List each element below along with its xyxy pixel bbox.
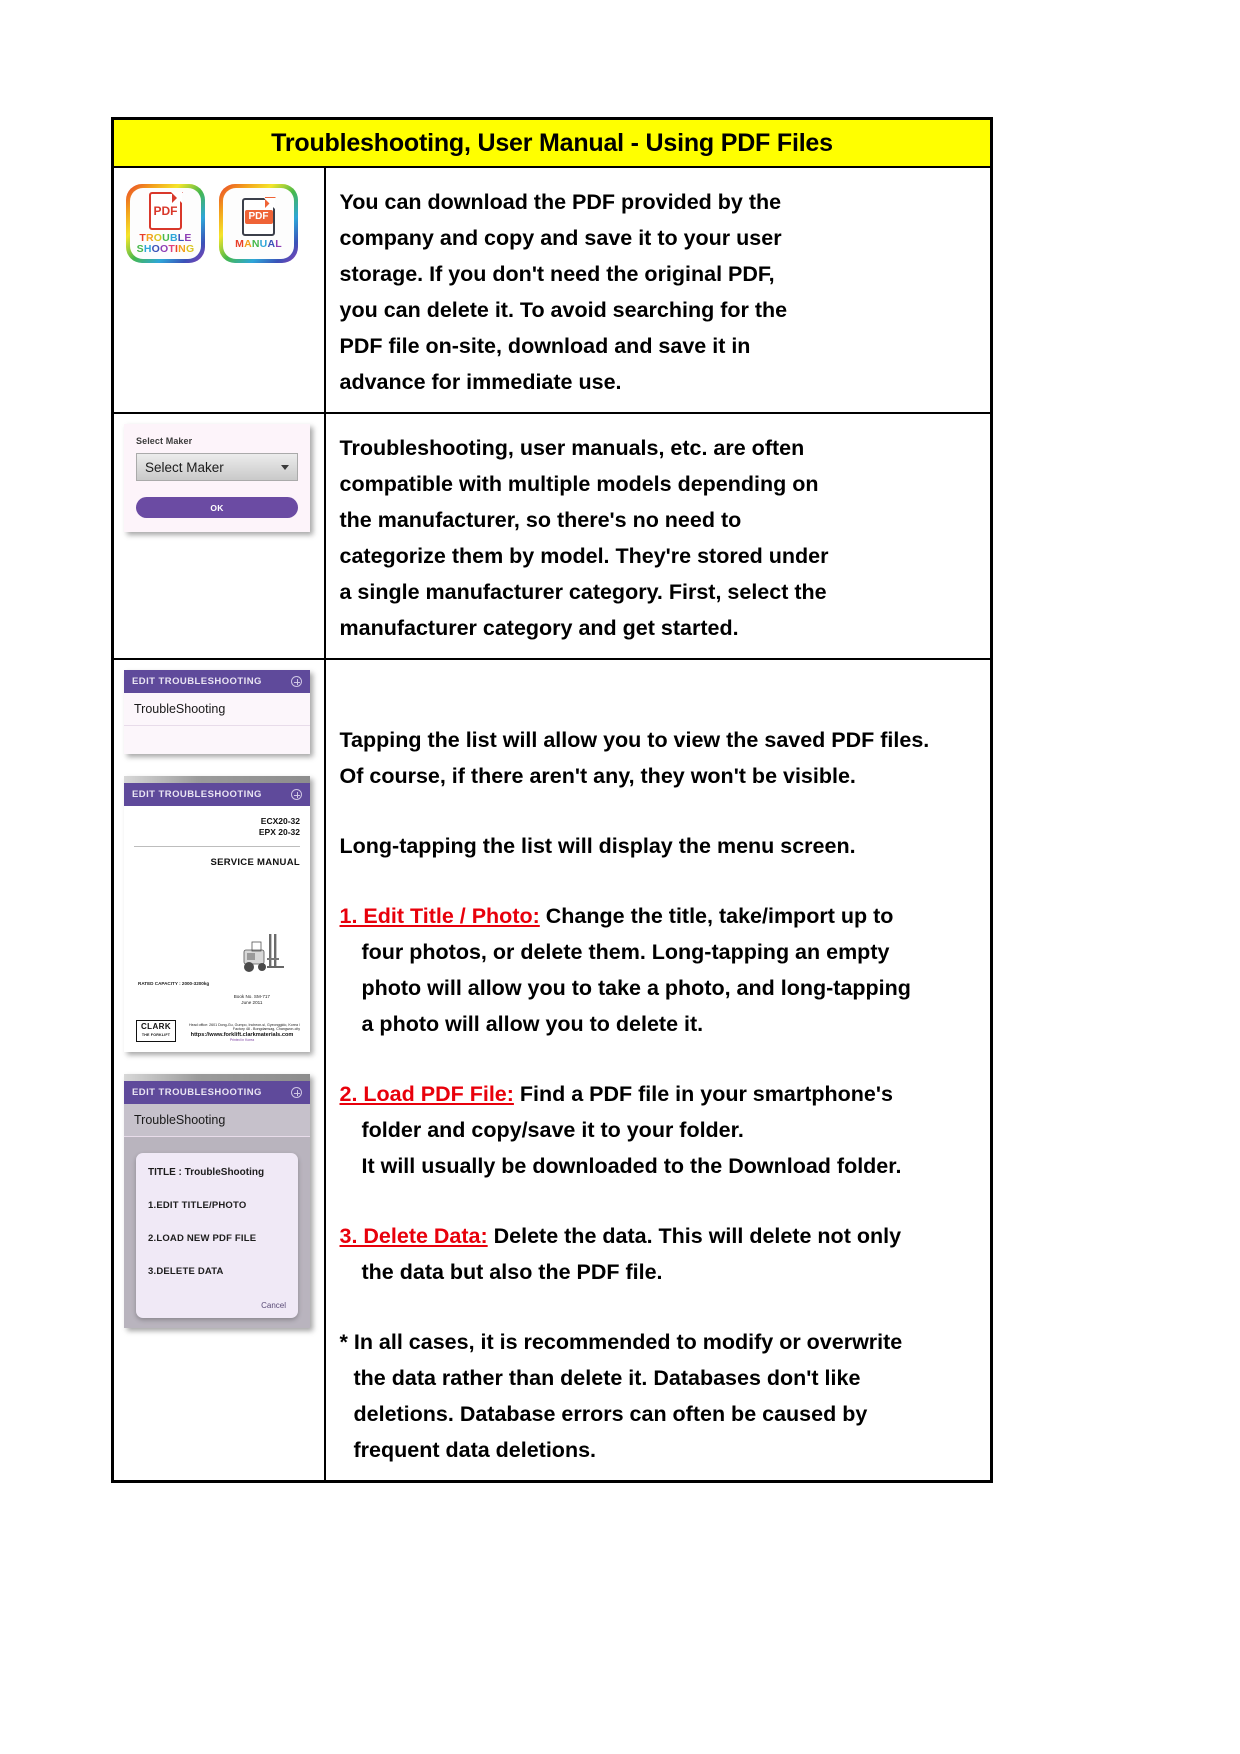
text-line: four photos, or delete them. Long-tapping an empty — [361, 940, 890, 964]
text-line: the manufacturer, so there's no need to — [339, 508, 742, 532]
clark-logo — [136, 1020, 176, 1042]
company-url: https://www.forklift.clarkmaterials.com — [190, 1032, 294, 1038]
text-line: deletions. Database errors can often be caused by — [353, 1402, 868, 1426]
select-maker-screenshot — [124, 424, 310, 532]
row3-image-cell — [113, 659, 325, 1482]
long-press-menu-dialog — [136, 1153, 298, 1318]
screenshot-divider — [124, 776, 310, 783]
row-menu-actions — [113, 659, 992, 1482]
book-meta — [234, 994, 270, 1006]
text-line: photo will allow you to take a photo, and long-tapping — [361, 976, 911, 1000]
dialog-title: TITLE : TroubleShooting — [148, 1167, 265, 1178]
appbar-title: EDIT TROUBLESHOOTING — [132, 789, 262, 800]
service-manual-title: SERVICE MANUAL — [210, 857, 300, 868]
pdf-badge-label: PDF — [245, 210, 273, 224]
row2-text-cell — [325, 413, 992, 659]
appbar — [124, 1081, 310, 1104]
pdf-document-icon — [149, 192, 182, 230]
text-line: a single manufacturer category. First, select the — [339, 580, 827, 604]
text-line: categorize them by model. They're stored under — [339, 544, 829, 568]
text-line: Long-tapping the list will display the menu screen. — [339, 834, 856, 858]
appbar — [124, 670, 310, 693]
publish-date: June 2011 — [241, 1000, 263, 1005]
menu-dialog-screenshot — [124, 1074, 310, 1328]
text-line: Troubleshooting, user manuals, etc. are often — [339, 436, 805, 460]
row1-text-cell — [325, 167, 992, 413]
text-line: a photo will allow you to delete it. — [361, 1012, 704, 1036]
appbar — [124, 783, 310, 806]
row1-image-cell — [113, 167, 325, 413]
dialog-scrim — [124, 1137, 310, 1328]
troubleshooting-icon-caption: TROUBLE SHOOTING — [136, 232, 195, 255]
menu-item-load-new-pdf[interactable]: 2.LOAD NEW PDF FILE — [148, 1233, 257, 1244]
text-line: Tapping the list will allow you to view the saved PDF files. — [339, 728, 930, 752]
chevron-down-icon — [281, 465, 289, 470]
text-line: manufacturer category and get started. — [339, 616, 739, 640]
row2-body-text — [326, 414, 991, 658]
item-load-pdf-file — [340, 1076, 981, 1112]
row3-body-text — [326, 660, 991, 1480]
print-note: Printed in Korea — [229, 1038, 255, 1042]
text-line: storage. If you don't need the original PDF, — [339, 262, 775, 286]
service-manual-page[interactable] — [124, 806, 310, 1052]
item-delete-data — [340, 1218, 981, 1254]
text-line: PDF file on-site, download and save it in — [339, 334, 751, 358]
page-title: Troubleshooting, User Manual - Using PDF Files — [271, 129, 833, 157]
note-block — [340, 1324, 981, 1360]
list-screen-screenshot — [124, 670, 310, 754]
maker-select-value: Select Maker — [145, 459, 224, 475]
add-icon[interactable] — [291, 676, 302, 687]
screenshot-divider — [124, 1074, 310, 1081]
maker-select-dropdown[interactable] — [136, 453, 298, 481]
add-icon[interactable] — [291, 789, 302, 800]
menu-item-delete-data[interactable]: 3.DELETE DATA — [148, 1266, 224, 1277]
item-edit-title-photo — [340, 898, 981, 934]
add-icon[interactable] — [291, 1087, 302, 1098]
manual-app-icon — [219, 184, 298, 263]
list-item[interactable]: TroubleShooting — [124, 1104, 310, 1137]
text-line: * In all cases, it is recommended to modify or overwrite — [339, 1330, 903, 1354]
text-line: the data but also the PDF file. — [361, 1260, 663, 1284]
text-line: Change the title, take/import up to — [539, 904, 894, 928]
text-line: company and copy and save it to your user — [339, 226, 782, 250]
rated-capacity-label: RATED CAPACITY : 2000-3200kg — [138, 981, 210, 986]
menu-item-edit-title-photo[interactable]: 1.EDIT TITLE/PHOTO — [148, 1200, 247, 1211]
app-icon-group — [114, 168, 324, 263]
text-line: you can delete it. To avoid searching for the — [339, 298, 788, 322]
text-line: compatible with multiple models depending on — [339, 472, 819, 496]
item-heading: 2. Load PDF File: — [339, 1082, 514, 1106]
appbar-title: EDIT TROUBLESHOOTING — [132, 676, 262, 687]
text-line: folder and copy/save it to your folder. — [361, 1118, 744, 1142]
text-line: frequent data deletions. — [353, 1438, 597, 1462]
title-row — [113, 119, 992, 168]
manual-table — [111, 117, 993, 1483]
pdf-document-icon — [242, 198, 275, 236]
text-line: You can download the PDF provided by the — [339, 190, 782, 214]
list-empty-area — [124, 726, 310, 754]
clark-logo-text: CLARK — [141, 1022, 171, 1031]
text-line: Find a PDF file in your smartphone's — [513, 1082, 893, 1106]
row1-body-text — [326, 168, 991, 412]
text-line: It will usually be downloaded to the Download folder. — [361, 1154, 902, 1178]
row2-image-cell — [113, 413, 325, 659]
manual-icon-caption: MANUAL — [235, 237, 282, 250]
row-select-maker — [113, 413, 992, 659]
list-item[interactable]: TroubleShooting — [124, 693, 310, 726]
title-banner — [113, 119, 992, 168]
dialog-cancel-button[interactable]: Cancel — [261, 1301, 286, 1310]
pdf-badge-label: PDF — [153, 204, 178, 218]
text-line: advance for immediate use. — [339, 370, 622, 394]
company-address: Head office: 2601 Dong-Gu, Gumpo, Incheon-si, Gyeonggido, Korea / Factory 48 - Bongdamsag, Changwon-city — [188, 1022, 300, 1032]
item-heading: 1. Edit Title / Photo: — [339, 904, 540, 928]
select-maker-field-label: Select Maker — [136, 436, 193, 446]
model-number-line2: EPX 20-32 — [258, 827, 300, 837]
ok-button[interactable]: OK — [136, 497, 298, 518]
model-number-line1: ECX20-32 — [260, 816, 300, 826]
pdf-view-screenshot — [124, 776, 310, 1052]
troubleshooting-app-icon — [126, 184, 205, 263]
row-download-pdf — [113, 167, 992, 413]
item-heading: 3. Delete Data: — [339, 1224, 488, 1248]
appbar-title: EDIT TROUBLESHOOTING — [132, 1087, 262, 1098]
clark-logo-subtext: THE FORKLIFT — [141, 1033, 171, 1037]
divider — [134, 846, 300, 847]
text-line: Of course, if there aren't any, they won't be visible. — [339, 764, 856, 788]
text-line: the data rather than delete it. Databases don't like — [353, 1366, 861, 1390]
forklift-illustration-icon — [236, 930, 292, 974]
book-number: Book No. SM-717 — [233, 994, 270, 999]
pdf-footer — [136, 1020, 300, 1042]
row3-text-cell — [325, 659, 992, 1482]
text-line: Delete the data. This will delete not only — [487, 1224, 902, 1248]
